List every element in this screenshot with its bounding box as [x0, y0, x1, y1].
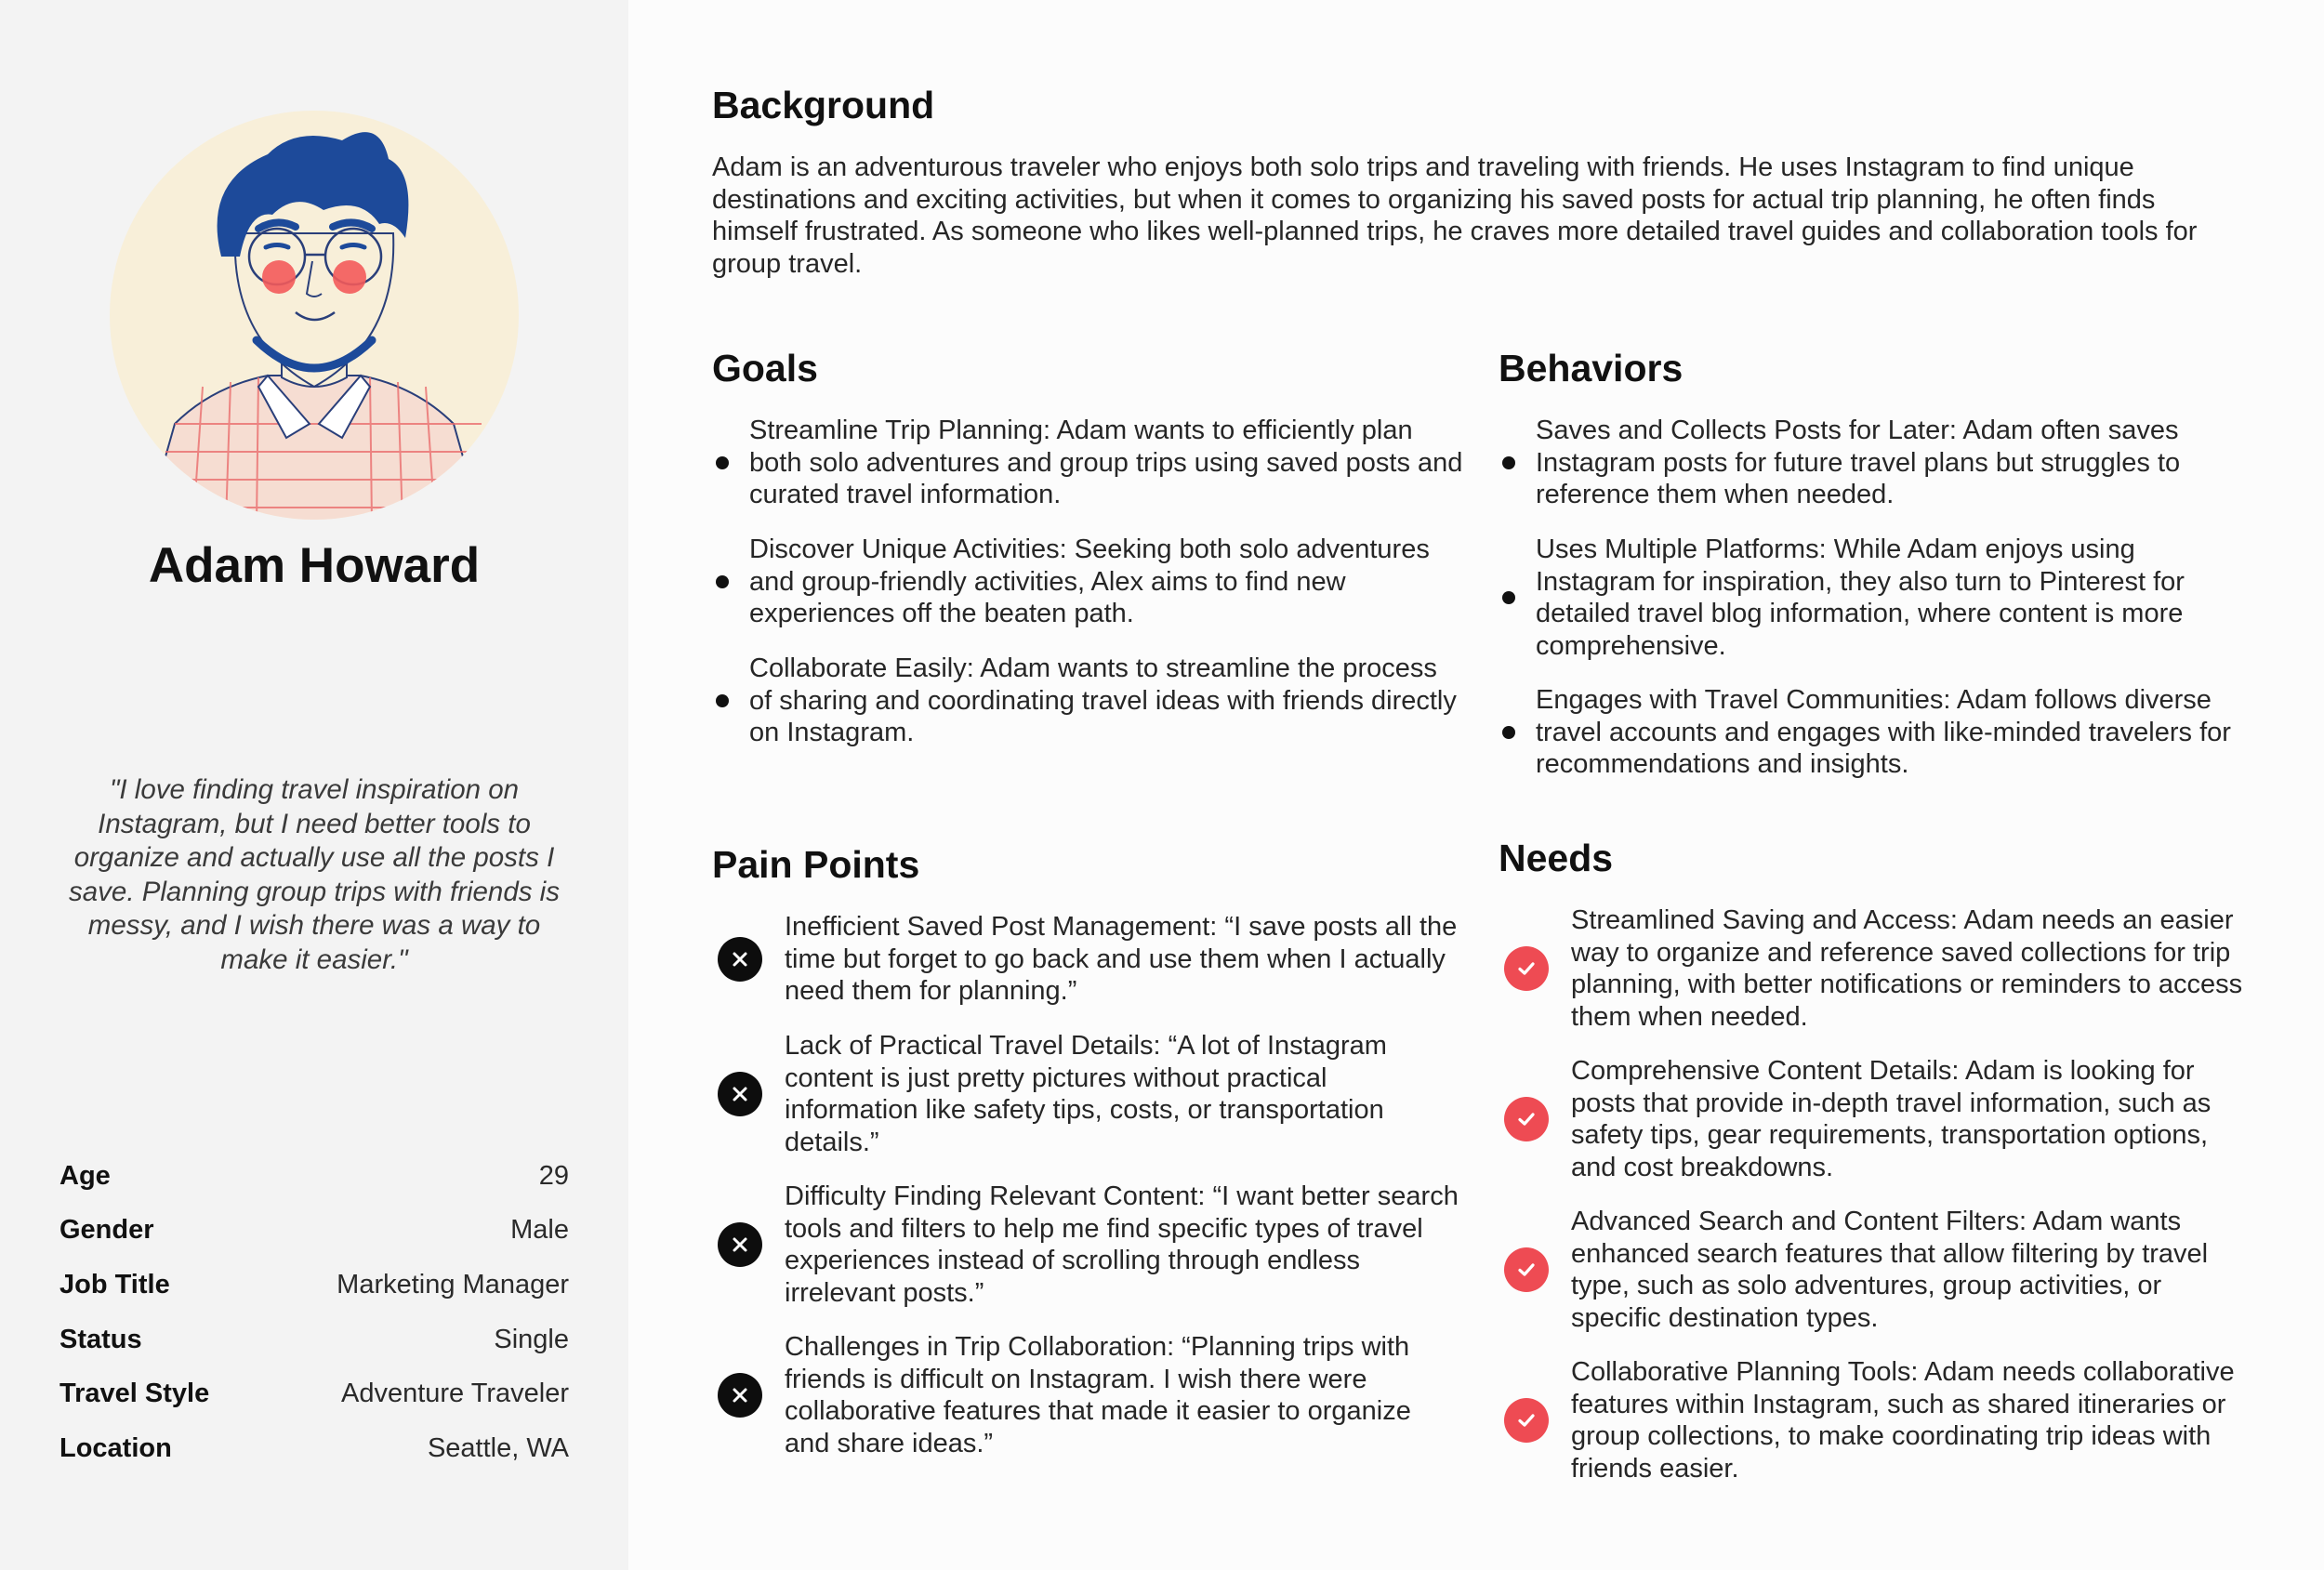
goal-item	[712, 534, 1465, 630]
detail-label: Location	[59, 1432, 172, 1463]
need-text: Advanced Search and Content Filters: Adam wants enhanced search features that allow filtering by travel type, such as solo adventures, group activities, or specific destination types.	[1571, 1207, 2209, 1333]
pain-points-title: Pain Points	[712, 843, 920, 886]
goal-item	[712, 653, 1465, 749]
need-item	[1504, 1356, 2257, 1484]
detail-row-job-title	[59, 1258, 569, 1313]
background-text: Adam is an adventurous traveler who enjoys both solo trips and traveling with friends. He uses Instagram to find unique destinations and exciting activities, but when it comes to organizing his saved posts for actual trip planning, he often finds himself frustrated. As someone who likes well-planned trips, he craves more detailed travel guides and collaboration tools for group travel.	[712, 152, 2198, 279]
pain-point-item	[718, 911, 1461, 1008]
detail-row-travel-style	[59, 1366, 569, 1421]
detail-label: Travel Style	[59, 1379, 210, 1409]
bullet-icon	[1502, 591, 1515, 604]
need-item	[1504, 904, 2257, 1033]
behavior-text: Uses Multiple Platforms: While Adam enjoys using Instagram for inspiration, they also turn to Pinterest for detailed travel blog information, where content is more comprehensive.	[1536, 534, 2185, 661]
pain-point-text: Inefficient Saved Post Management: “I save posts all the time but forget to go back and use them when I actually need them for planning.”	[785, 912, 1458, 1006]
close-icon	[718, 1373, 762, 1418]
check-icon	[1504, 1247, 1549, 1292]
close-icon	[718, 1072, 762, 1116]
close-icon	[718, 1222, 762, 1267]
behaviors-title: Behaviors	[1499, 347, 1684, 389]
detail-row-status	[59, 1313, 569, 1367]
persona-quote: "I love finding travel inspiration on Instagram, but I need better tools to organize and actually use all the posts I save. Planning group trips with friends is messy, and I wish there was a way to make it easier."	[69, 774, 560, 975]
detail-label: Status	[59, 1324, 142, 1354]
bullet-icon	[716, 456, 729, 469]
goals-title: Goals	[712, 347, 818, 389]
pain-point-item	[718, 1030, 1461, 1158]
persona-sidebar	[0, 0, 628, 1570]
goal-text: Discover Unique Activities: Seeking both solo adventures and group-friendly activities, Alex aims to find new experiences off the beaten path.	[749, 534, 1430, 628]
detail-value: Seattle, WA	[427, 1432, 569, 1463]
goal-item	[712, 415, 1465, 511]
detail-value: Male	[510, 1215, 569, 1246]
need-text: Streamlined Saving and Access: Adam needs an easier way to organize and reference saved collections for trip planning, with better notifications or reminders to access them when needed.	[1571, 905, 2243, 1032]
pain-point-item	[718, 1331, 1461, 1459]
bullet-icon	[1502, 726, 1515, 739]
needs-title: Needs	[1499, 837, 1614, 879]
goal-text: Collaborate Easily: Adam wants to streamline the process of sharing and coordinating travel ideas with friends directly on Instagram.	[749, 653, 1457, 747]
persona-details	[59, 1149, 569, 1476]
detail-value: Single	[494, 1324, 569, 1354]
check-icon	[1504, 946, 1549, 991]
detail-value: Adventure Traveler	[340, 1379, 569, 1409]
persona-avatar	[110, 108, 519, 522]
detail-label: Gender	[59, 1215, 154, 1246]
pain-point-text: Difficulty Finding Relevant Content: “I want better search tools and filters to help me find specific types of travel experiences instead of scrolling through endless irrelevant posts.”	[785, 1181, 1459, 1308]
check-icon	[1504, 1398, 1549, 1443]
detail-value: Marketing Manager	[337, 1269, 569, 1300]
detail-row-age	[59, 1149, 569, 1204]
goal-text: Streamline Trip Planning: Adam wants to efficiently plan both solo adventures and group trips using saved posts and curated travel information.	[749, 416, 1463, 509]
detail-row-location	[59, 1421, 569, 1476]
pain-point-text: Lack of Practical Travel Details: “A lot of Instagram content is just pretty pictures without practical information like safety tips, costs, or transportation details.”	[785, 1031, 1387, 1157]
bullet-icon	[1502, 456, 1515, 469]
bullet-icon	[716, 575, 729, 588]
persona-name: Adam Howard	[148, 538, 481, 593]
bullet-icon	[716, 694, 729, 707]
background-title: Background	[712, 84, 935, 126]
pain-point-item	[718, 1181, 1461, 1309]
behavior-text: Saves and Collects Posts for Later: Adam often saves Instagram posts for future travel plans but struggles to reference them when needed.	[1536, 416, 2181, 509]
close-icon	[718, 937, 762, 982]
detail-label: Age	[59, 1160, 111, 1191]
need-item	[1504, 1055, 2257, 1183]
detail-value: 29	[538, 1160, 569, 1191]
need-text: Comprehensive Content Details: Adam is looking for posts that provide in-depth travel information, such as safety tips, gear requirements, transportation options, and cost breakdowns.	[1571, 1056, 2212, 1182]
need-text: Collaborative Planning Tools: Adam needs collaborative features within Instagram, such as shared itineraries or group collections, to make coordinating trip ideas with friends easier.	[1571, 1357, 2235, 1484]
behavior-text: Engages with Travel Communities: Adam follows diverse travel accounts and engages with like-minded travelers for recommendations and insights.	[1536, 685, 2231, 779]
pain-point-text: Challenges in Trip Collaboration: “Planning trips with friends is difficult on Instagram. I wish there were collaborative features that made it easier to organize and share ideas.”	[785, 1332, 1411, 1458]
detail-row-gender	[59, 1204, 569, 1259]
check-icon	[1504, 1097, 1549, 1141]
behavior-item	[1499, 534, 2251, 662]
behavior-item	[1499, 684, 2251, 781]
detail-label: Job Title	[59, 1269, 170, 1300]
need-item	[1504, 1206, 2257, 1334]
behavior-item	[1499, 415, 2251, 511]
